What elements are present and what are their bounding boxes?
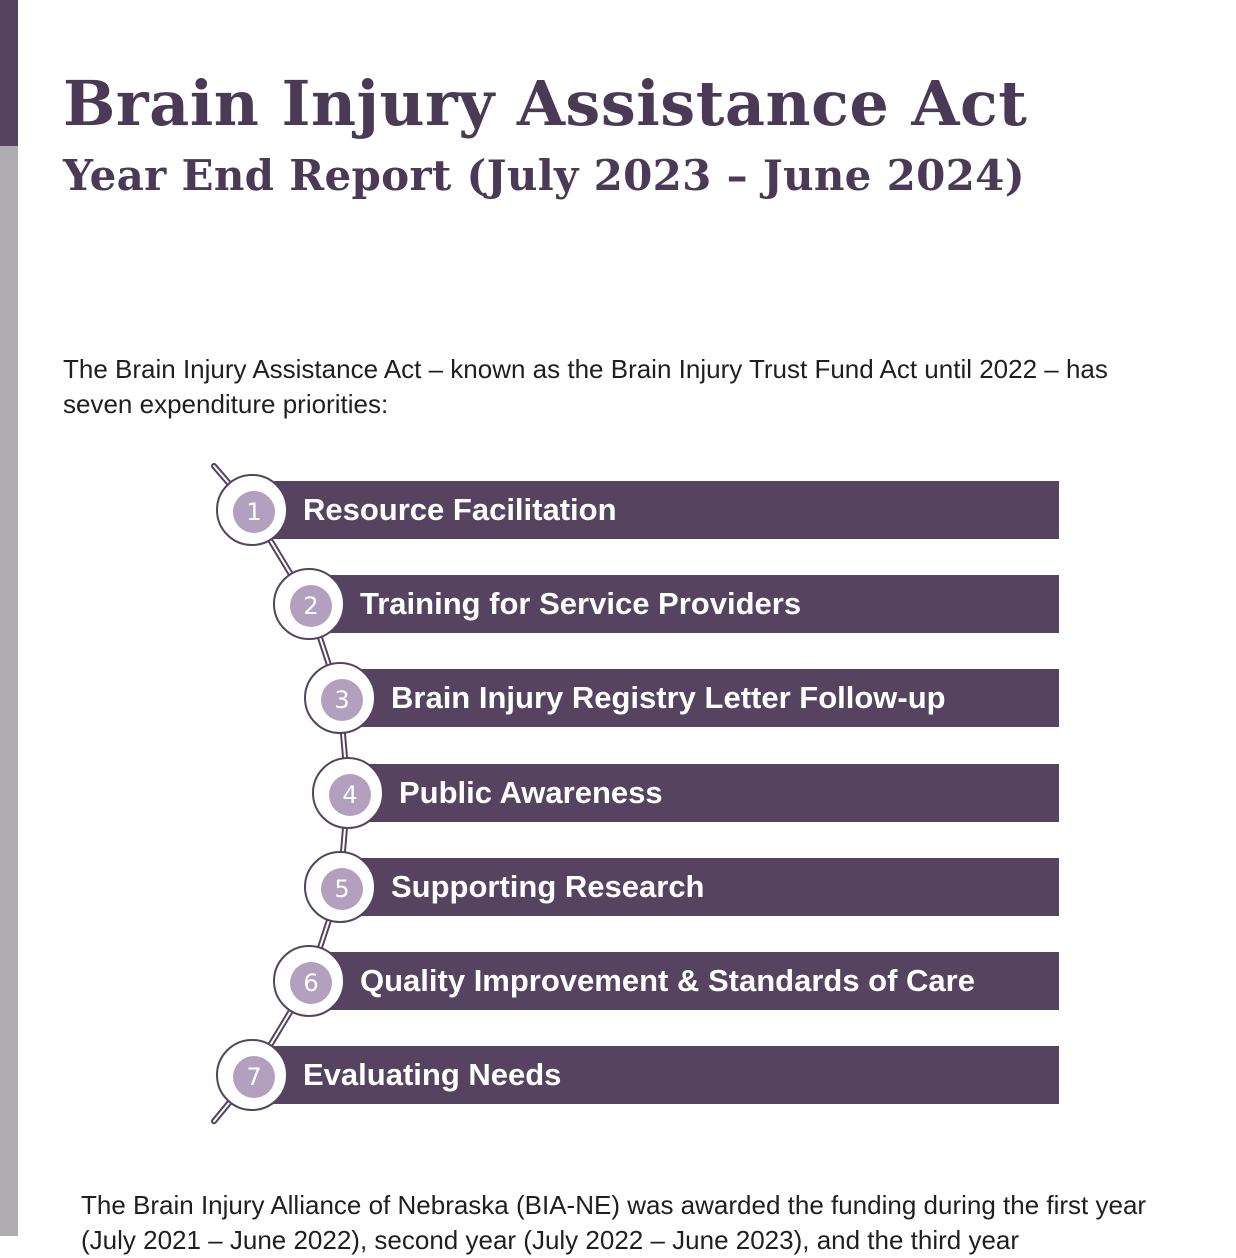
- intro-paragraph: The Brain Injury Assistance Act – known as the Brain Injury Trust Fund Act until 2022 – has seven expenditure priorities:: [63, 354, 1108, 419]
- priority-label: Training for Service Providers: [360, 586, 802, 622]
- priority-number-badge: [304, 662, 376, 734]
- priority-label: Supporting Research: [391, 868, 705, 904]
- priority-number: 6: [290, 962, 332, 1004]
- priority-bar: [346, 669, 1059, 727]
- priority-bar: [354, 764, 1059, 822]
- priority-number-badge: [312, 757, 384, 829]
- priority-bar: [258, 481, 1059, 539]
- priority-number-badge: [216, 1039, 288, 1111]
- priority-bar: [346, 858, 1059, 916]
- priority-bar: [315, 575, 1059, 633]
- priority-number: 5: [321, 868, 363, 910]
- priority-number: 3: [321, 679, 363, 721]
- priority-label: Brain Injury Registry Letter Follow-up: [391, 680, 946, 716]
- page-subtitle: Year End Report (July 2023 – June 2024): [63, 151, 1025, 200]
- priority-number: 2: [290, 585, 332, 627]
- priority-label: Evaluating Needs: [303, 1057, 562, 1093]
- closing-paragraph: The Brain Injury Alliance of Nebraska (BIA-NE) was awarded the funding during the first year (July 2021 – June 2022), second year (July 2022 – June 2023), and the third year: [81, 1190, 1147, 1255]
- priority-number: 4: [329, 774, 371, 816]
- page-title: Brain Injury Assistance Act: [63, 67, 1028, 140]
- priority-number-badge: [273, 568, 345, 640]
- priority-label: Public Awareness: [399, 774, 663, 810]
- priority-label: Quality Improvement & Standards of Care: [360, 963, 975, 998]
- priority-number-badge: [216, 474, 288, 546]
- priority-number-badge: [304, 851, 376, 923]
- priority-number: 7: [233, 1056, 275, 1098]
- priority-bar: [315, 952, 1059, 1010]
- priority-bar: [258, 1046, 1059, 1104]
- priority-number-badge: [273, 945, 345, 1017]
- priority-number: 1: [233, 491, 275, 533]
- priority-label: Resource Facilitation: [303, 492, 617, 527]
